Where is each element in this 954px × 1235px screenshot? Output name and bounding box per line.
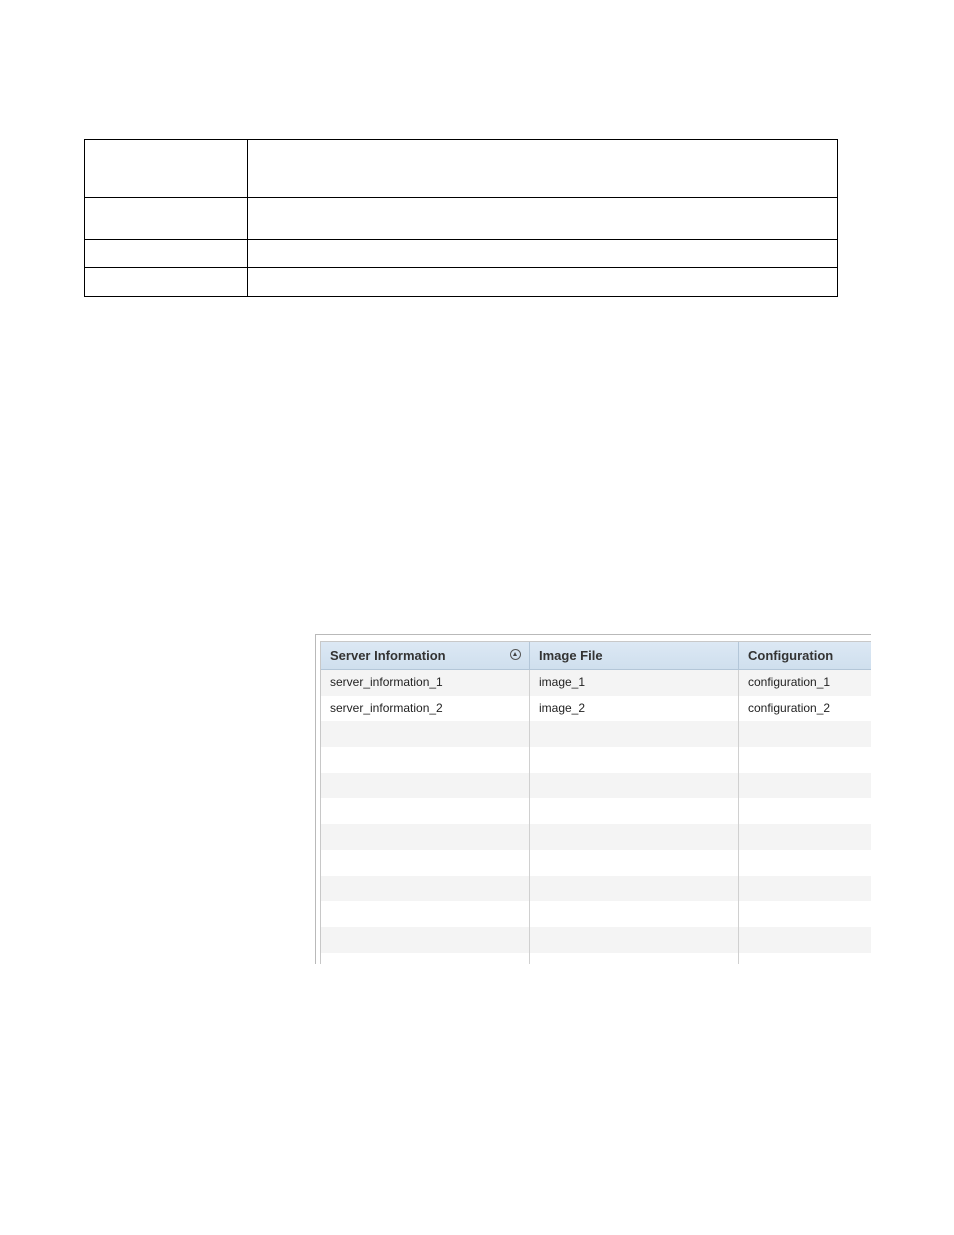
grid-body xyxy=(321,670,871,964)
table-cell xyxy=(739,747,871,773)
table-cell xyxy=(739,824,871,850)
table-row[interactable] xyxy=(321,670,871,696)
column-header-label: Image File xyxy=(539,648,603,663)
table-row xyxy=(85,198,838,240)
grid-header xyxy=(321,642,871,670)
table-row[interactable] xyxy=(321,824,871,850)
table-cell xyxy=(530,850,739,876)
server-grid-screenshot xyxy=(315,634,871,964)
table-row[interactable] xyxy=(321,721,871,747)
table-cell xyxy=(248,240,838,268)
table-row xyxy=(85,240,838,268)
table-cell xyxy=(321,901,530,927)
table-cell xyxy=(530,876,739,902)
table-cell xyxy=(530,927,739,953)
table-cell xyxy=(85,240,248,268)
table-row[interactable] xyxy=(321,953,871,964)
table-row[interactable] xyxy=(321,850,871,876)
table-cell xyxy=(739,850,871,876)
table-cell xyxy=(85,140,248,198)
table-cell: configuration_2 xyxy=(739,696,871,722)
sort-ascending-icon[interactable] xyxy=(510,649,521,660)
column-header-label: Configuration xyxy=(748,648,834,663)
table-cell xyxy=(321,798,530,824)
table-row xyxy=(85,268,838,297)
table-cell xyxy=(530,773,739,799)
table-cell xyxy=(530,798,739,824)
table-row[interactable] xyxy=(321,798,871,824)
column-header-configuration[interactable] xyxy=(739,642,871,669)
table-cell xyxy=(739,927,871,953)
table-cell xyxy=(85,268,248,297)
table-row[interactable] xyxy=(321,927,871,953)
table-cell: image_2 xyxy=(530,696,739,722)
table-cell xyxy=(321,927,530,953)
table-cell: configuration_1 xyxy=(739,670,871,696)
table-row xyxy=(85,140,838,198)
table-cell: server_information_1 xyxy=(321,670,530,696)
table-cell xyxy=(739,773,871,799)
table-cell xyxy=(321,850,530,876)
server-grid xyxy=(320,641,871,964)
table-cell xyxy=(321,824,530,850)
table-cell xyxy=(321,747,530,773)
table-cell xyxy=(530,953,739,964)
table-cell xyxy=(321,876,530,902)
table-cell xyxy=(248,140,838,198)
table-cell xyxy=(321,721,530,747)
document-table xyxy=(84,139,838,297)
table-cell xyxy=(739,876,871,902)
table-cell xyxy=(248,268,838,297)
table-cell xyxy=(530,747,739,773)
table-cell xyxy=(739,798,871,824)
table-cell xyxy=(321,953,530,964)
table-cell xyxy=(739,901,871,927)
column-header-label: Server Information xyxy=(330,648,446,663)
table-cell xyxy=(248,198,838,240)
table-row[interactable] xyxy=(321,747,871,773)
column-header-image-file[interactable] xyxy=(530,642,739,669)
table-row[interactable] xyxy=(321,696,871,722)
table-cell xyxy=(739,953,871,964)
table-row[interactable] xyxy=(321,901,871,927)
table-cell xyxy=(530,901,739,927)
table-cell xyxy=(321,773,530,799)
table-cell xyxy=(530,824,739,850)
table-cell xyxy=(739,721,871,747)
table-cell: image_1 xyxy=(530,670,739,696)
table-cell xyxy=(85,198,248,240)
table-cell xyxy=(530,721,739,747)
table-cell: server_information_2 xyxy=(321,696,530,722)
column-header-server-information[interactable] xyxy=(321,642,530,669)
table-row[interactable] xyxy=(321,773,871,799)
table-row[interactable] xyxy=(321,876,871,902)
